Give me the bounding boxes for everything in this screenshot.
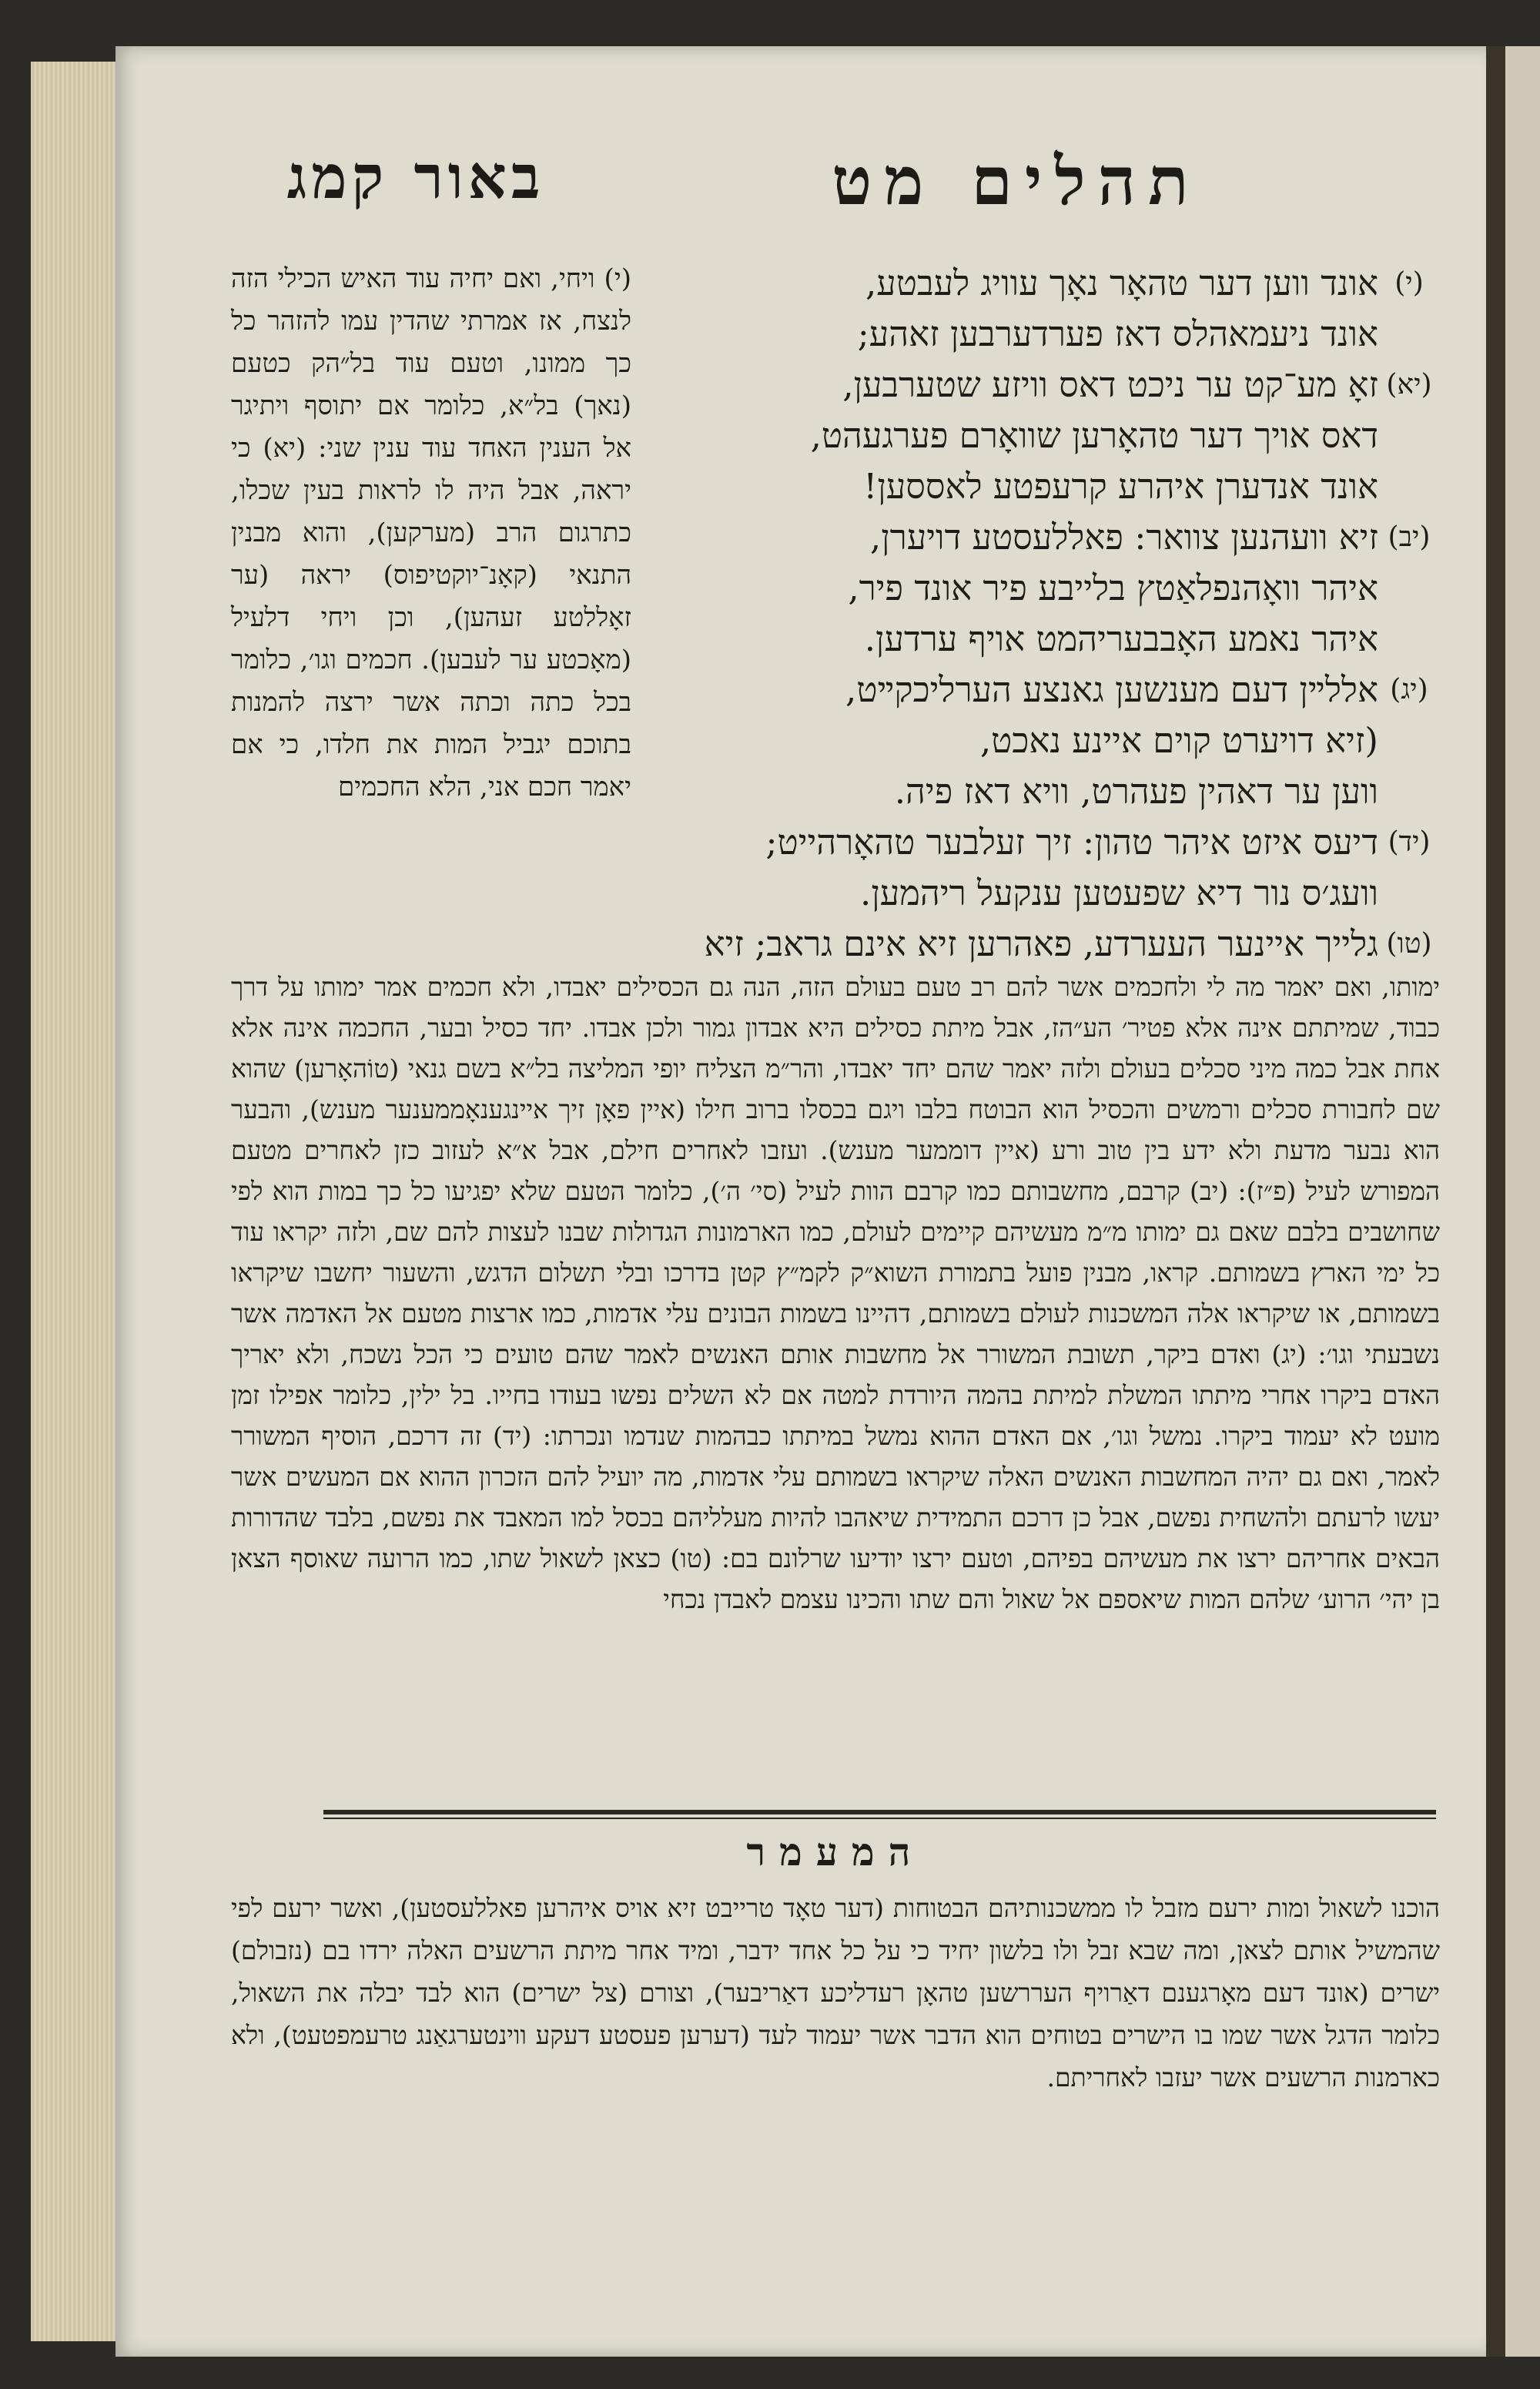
verse [654, 258, 1440, 360]
verse-text [654, 512, 1378, 665]
verse-number: (יא) [1386, 369, 1432, 400]
verse-text [654, 665, 1378, 817]
verse-line: אונד ווען דער טהאָר נאָך עוויג לעבטע, [865, 263, 1378, 303]
verse-line: אללײן דעם מענשען גאנצע הערליכקײט, [845, 669, 1378, 710]
section-divider-thin [323, 1818, 1436, 1819]
verse-number: (יג) [1390, 674, 1428, 705]
section-divider [323, 1810, 1436, 1814]
verse [654, 919, 1440, 970]
verse [654, 512, 1440, 665]
verse-line: זאָ מע־קט ער ניכט דאס וויזע שטערבען, [842, 364, 1378, 405]
page-edge [31, 62, 116, 2341]
verse-text [654, 919, 1378, 970]
verse-line: איהר נאמע האָבבעריהמט אויף ערדען. [864, 618, 1378, 659]
verse-text [654, 360, 1378, 512]
verse-text [654, 258, 1378, 360]
page-header-left: באור קמג [286, 142, 545, 213]
verse-number: (יד) [1388, 826, 1431, 858]
book-gutter [1486, 46, 1508, 2357]
verse-text [654, 817, 1378, 919]
verse [654, 817, 1440, 919]
page-header-right: תהלים מט [832, 142, 1201, 220]
next-page-edge [1505, 46, 1540, 2357]
verse-number: (טו) [1386, 928, 1432, 960]
verse [654, 360, 1440, 512]
meamer-text: הוכנו לשאול ומות ירעם מזבל לו ממשכנותיהם הבטוחות (דער טאָד טרייבט זיא אויס איהרען פאללעסטען), ואשר ירעם לפי שהמשיל אותם לצאן, ומה שבא זבל ולו בלשון יחיד כי על כל אחד ידבר, ומיד אחר מיתת הרשעים האלה ירדו בם (נזבולם) ישרים (אונד דעם מאָרגענם דאַרויף העררשען טהאָן רעדליכע דאַריבער), וצורם (צל ישרים) הוא לבד יבלה את השאול, כלומר הדגל אשר שמו בו הישרים בטוחים הוא הדבר אשר יעמוד לעד (דערען פעסטע דעקע ווינטערגאַנג טרעמפטעט), ולא כארמנות הרשעים אשר יעזבו לאחריתם. [231, 1893, 1440, 2092]
verse-line: דאס אויך דער טהאָרען שוואָרם פערגעהט, [810, 415, 1378, 456]
verse-line: דיעס איזט איהר טהון: זיך זעלבער טהאָרהייט; [765, 822, 1378, 863]
verse-line: זיא וועהנען צוואר: פאללעסטע דויערן, [869, 517, 1378, 558]
verse-line: ווען ער דאהין פעהרט, וויא דאז פיה. [894, 771, 1378, 812]
verse-column [654, 258, 1440, 970]
verse-line: (זיא דויערט קוים איינע נאכט, [979, 720, 1378, 761]
verse-line: וועג׳ס נור דיא שפעטען ענקעל ריהמען. [860, 873, 1378, 913]
commentary-full-width: ימותו, ואם יאמר מה לי ולחכמים אשר להם רב טעם בעולם הזה, הנה גם הכסילים יאבדו, ולא חכמים אמר ימותו על דרך כבוד, שמיתתם אינה אלא פטיר׳ הע״הז, אבל מיתת כסילים היא אבדון גמור ולכן אבדו. יחד כסיל ובער, החכמה אינה אלא אחת אבל כמה מיני סכלים בעולם ולזה יאמר שהם יחד יאבדו, והר״מ הצליח יופי המליצה בל״א בשם גנאי (טוֹהאָרען) שהוא שם לחבורת סכלים ורמשים והכסיל הוא הבוטח בלבו ויגם בכסלו ברוב חילו (איין פאָן זיך איינגענאָממענער מענש), והבער הוא נבער מדעת ולא ידע בין טוב ורע (איין דוממער מענש). ועזבו לאחרים חילם, אבל א״א לעזוב כזן לאחרים מטעם המפורש לעיל (פ״ז): (יב) קרבם, מחשבותם כמו קרבם הוות לעיל (סי׳ ה׳), כלומר הטעם שלא יפגיעו כל כך במות הוא לפי שחושבים בלבם שאם גם ימותו מ״מ מעשיהם קיימים לעולם, כמו הארמונות הגדולות שבנו לעצות להם שם, ולזה יקראו עוד כל ימי הארץ בשמותם. קראו, מבנין פועל בתמורת השוא״ק לקמ״ץ קטן בדרכו ובלי תשלום הדגש, והשעור יחשבו שיקראו בשמותם, או שיקראו אלה המשכנות לעולם בשמותם, דהיינו בשמות הבונים עלי אדמות, כמו ארצות מטעם אל האדמה אשר נשבעתי וגו׳: (יג) ואדם ביקר, תשובת המשורר אל מחשבות אותם האנשים לאמר שהם טועים כי הכל נשכח, ולא יאריך האדם ביקרו אחרי מיתתו המשלת למיתת בהמה היורדת למטה אם לא השלים נפשו בעודו בחייו. בל ילין, כלומר אפילו זמן מועט לא יעמוד ביקרו. נמשל וגו׳, אם האדם ההוא נמשל במיתתו כבהמות שנדמו ונכרתו: (יד) זה דרכם, הוסיף המשורר לאמר, ואם גם יהיה המחשבות האנשים האלה שיקראו בשמותם עלי אדמות, מה יועיל להם הזכרון ההוא אם המעשים אשר יעשו לרעתם ולהשחית נפשם, אבל כן דרכם התמידית שיאהבו להיות מעלליהם בכסל למו המאבד את נפשם, בלבד שהדורות הבאים אחריהם ירצו את מעשיהם בפיהם, וטעם ירצו יודיעו שרלונם בם: (טו) כצאן לשאול שתו, כמו הרועה שאוסף הצאן בן יהי׳ הרוע׳ שלהם המות שיאספם אל שאול והם שתו והכינו עצמם לאבדן נכחי [231, 972, 1440, 1614]
verse [654, 665, 1440, 817]
meamer-title: המעמר [746, 1829, 925, 1875]
verse-number: (י) [1394, 267, 1424, 299]
verse-line: גלייך איינער העערדע, פאהרען זיא אינם גראב; זיא [704, 923, 1378, 964]
verse-line: איהר וואָהנפלאַטץ בלייבע פיר אונד פיר, [848, 568, 1378, 608]
verse-number: (יב) [1388, 521, 1431, 553]
commentary-top-text: (י) ויחי, ואם יחיה עוד האיש הכילי הזה לנצח, אז אמרתי שהדין עמו להזהר כל כך ממונו, וטעם עוד בל״הק כטעם (נאך) בל״א, כלומר אם יתוסף ויתיגר אל הענין האחד עוד ענין שני: (יא) כי יראה, אבל היה לו לראות בעין שכלו, כתרגום הרב (מערקען), והוא מבנין התנאי (קאָנ־יוקטיפוס) יראה (ער זאָללטע זעהען), וכן ויחי דלעיל (מאָכטע ער לעבען). חכמים וגו׳, כלומר בכל כתה וכתה אשר ירצה להמנות בתוכם יגביל המות את חלדו, כי אם יאמר חכם אני, הלא החכמים [231, 263, 631, 802]
verse-line: אונד אנדערן איהרע קרעפטע לאססען! [863, 466, 1378, 507]
verse-line: אונד ניעמאהלס דאז פערדערבען זאהע; [857, 313, 1378, 354]
commentary-column [231, 258, 631, 809]
